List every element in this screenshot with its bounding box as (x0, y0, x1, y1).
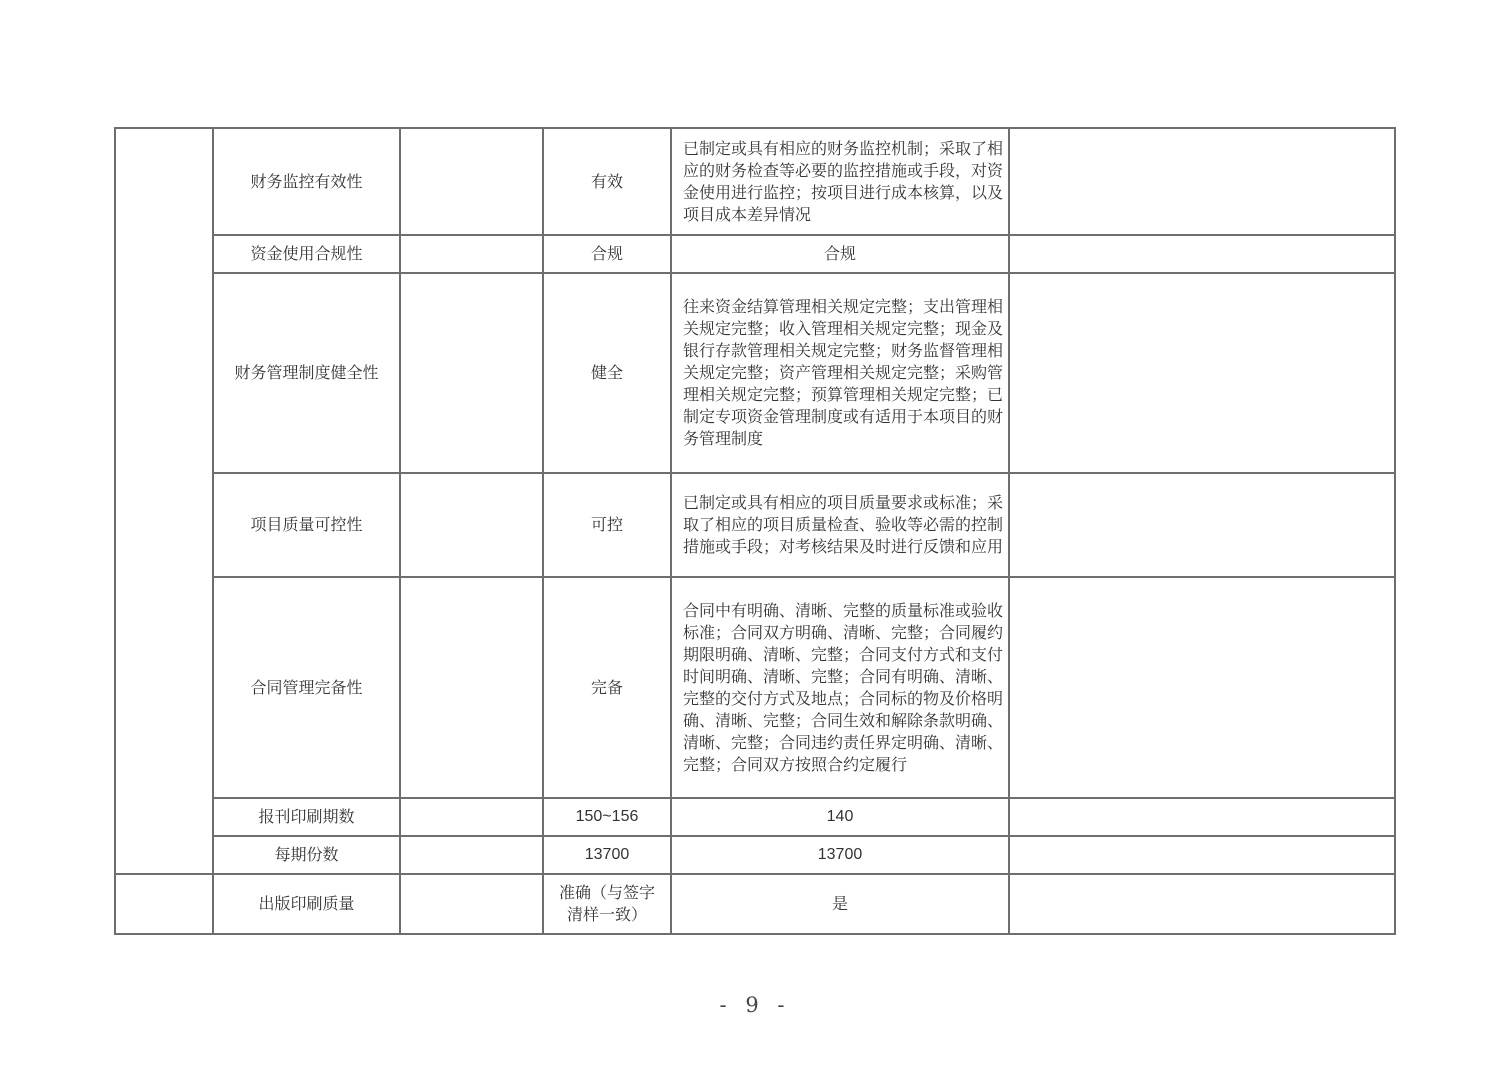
target-cell: 150~156 (543, 798, 671, 836)
standard-cell: 140 (671, 798, 1009, 836)
table-row (115, 798, 1395, 836)
indicator-cell: 资金使用合规性 (213, 235, 400, 273)
empty-cell (400, 235, 543, 273)
target-cell: 完备 (543, 577, 671, 798)
category-cell (115, 874, 213, 934)
target-cell: 合规 (543, 235, 671, 273)
table-row (115, 235, 1395, 273)
evaluation-table (114, 127, 1396, 935)
table-row (115, 577, 1395, 798)
standard-cell: 是 (671, 874, 1009, 934)
standard-cell: 往来资金结算管理相关规定完整；支出管理相关规定完整；收入管理相关规定完整；现金及银行存款管理相关规定完整；财务监督管理相关规定完整；资产管理相关规定完整；采购管理相关规定完整；预算管理相关规定完整；已制定专项资金管理制度或有适用于本项目的财务管理制度 (671, 273, 1009, 473)
table-row (115, 128, 1395, 235)
indicator-cell: 合同管理完备性 (213, 577, 400, 798)
standard-cell: 已制定或具有相应的项目质量要求或标准；采取了相应的项目质量检查、验收等必需的控制措施或手段；对考核结果及时进行反馈和应用 (671, 473, 1009, 577)
remark-cell (1009, 798, 1395, 836)
empty-cell (400, 473, 543, 577)
standard-cell: 合同中有明确、清晰、完整的质量标准或验收标准；合同双方明确、清晰、完整；合同履约期限明确、清晰、完整；合同支付方式和支付时间明确、清晰、完整；合同有明确、清晰、完整的交付方式及地点；合同标的物及价格明确、清晰、完整；合同生效和解除条款明确、清晰、完整；合同违约责任界定明确、清晰、完整；合同双方按照合约定履行 (671, 577, 1009, 798)
category-cell (115, 128, 213, 874)
table-row (115, 273, 1395, 473)
target-cell: 准确（与签字清样一致） (543, 874, 671, 934)
remark-cell (1009, 836, 1395, 874)
empty-cell (400, 874, 543, 934)
empty-cell (400, 577, 543, 798)
empty-cell (400, 836, 543, 874)
remark-cell (1009, 128, 1395, 235)
table-row (115, 874, 1395, 934)
table-row (115, 836, 1395, 874)
indicator-cell: 项目质量可控性 (213, 473, 400, 577)
empty-cell (400, 273, 543, 473)
page-number: - 9 - (719, 993, 791, 1017)
empty-cell (400, 128, 543, 235)
standard-cell: 已制定或具有相应的财务监控机制；采取了相应的财务检查等必要的监控措施或手段，对资金使用进行监控；按项目进行成本核算，以及项目成本差异情况 (671, 128, 1009, 235)
indicator-cell: 每期份数 (213, 836, 400, 874)
remark-cell (1009, 874, 1395, 934)
remark-cell (1009, 273, 1395, 473)
indicator-cell: 报刊印刷期数 (213, 798, 400, 836)
indicator-cell: 财务监控有效性 (213, 128, 400, 235)
indicator-cell: 出版印刷质量 (213, 874, 400, 934)
remark-cell (1009, 235, 1395, 273)
remark-cell (1009, 473, 1395, 577)
target-cell: 13700 (543, 836, 671, 874)
indicator-cell: 财务管理制度健全性 (213, 273, 400, 473)
target-cell: 可控 (543, 473, 671, 577)
standard-cell: 13700 (671, 836, 1009, 874)
table-row (115, 473, 1395, 577)
standard-cell: 合规 (671, 235, 1009, 273)
remark-cell (1009, 577, 1395, 798)
empty-cell (400, 798, 543, 836)
target-cell: 健全 (543, 273, 671, 473)
target-cell: 有效 (543, 128, 671, 235)
